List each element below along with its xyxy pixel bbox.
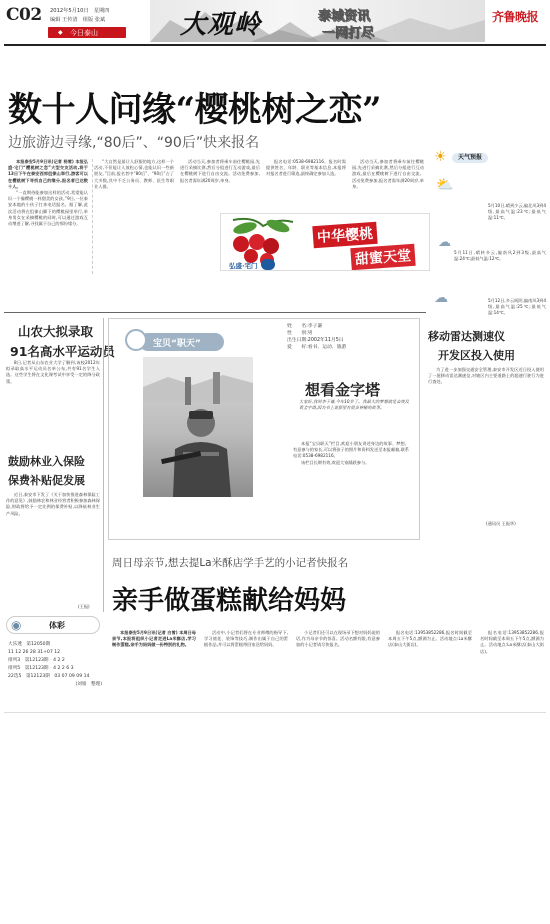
date-line: 2012年5月10日 星期四: [50, 8, 110, 14]
column-name: 大观岭: [180, 10, 262, 40]
ad-slogan2: 甜蜜天堂: [350, 244, 415, 270]
feature-banner: [139, 333, 224, 351]
right-body: [428, 367, 544, 517]
child-photo: [143, 357, 253, 497]
lead-subhead: 边旅游边寻缘,“80后”、“90后”快来报名: [8, 135, 260, 151]
cherry-ad: [220, 213, 430, 271]
left-h1b: 91名高水平运动员: [10, 344, 115, 359]
weather-day3: 5月12日,多云间阴,偏南风3到4级,最高气温:25℃;最低气温:14℃。: [488, 298, 546, 316]
mothers-col-5: [480, 630, 544, 700]
mothers-headline: 亲手做蛋糕献给妈妈: [112, 586, 347, 616]
weather-day2: 5月11日,晴转多云,偏南风2到3级,最高气温:24℃;最低气温:12℃。: [454, 250, 546, 262]
baby-icon: [125, 329, 147, 351]
left-body1: [6, 360, 100, 450]
lottery-l6: (刘娟 整理): [75, 682, 102, 687]
col-divider: [92, 159, 93, 274]
mothers-col-2: [204, 630, 288, 700]
lottery-l4: 排列5 第12123期 4 2 2 6 3: [8, 666, 74, 671]
feature-body: [293, 441, 409, 537]
right-h1b: 开发区投入使用: [438, 349, 515, 362]
lead-col4-text: 活动当天,参加者将乘车前往樱桃园,先进行采摘比赛,然后分组进行互动游戏,最后在樱桃树下进行自由交流。活动免费参加,报名者需年满20周岁,单身。: [180, 159, 260, 183]
lottery-results: [8, 641, 102, 689]
mothers-col-3: [296, 630, 380, 700]
banner-line2: 一网打尽: [322, 26, 375, 41]
mothers-col5-text: 报名电话:13953852286,报名时间截至本周五下午5点,额满为止。活动地点:La米酥店(泰山大街店)。: [480, 630, 544, 654]
feature-body2-text: 该栏目长期有效,欢迎大家踊跃参与。: [301, 459, 370, 465]
diamond-icon: ◆: [58, 29, 63, 36]
weather-box: [430, 147, 548, 297]
weather-day1: 5月10日,晴到少云,偏北风3到4级,最高气温:23℃;最低气温:11℃。: [488, 203, 546, 221]
ad-slogan1: 中华樱桃: [312, 222, 377, 248]
lottery-box: [6, 616, 102, 708]
weather-title-text: 天气预报: [458, 154, 483, 161]
mothers-col-1: [112, 630, 196, 700]
feature-body-text: 本报“宝贝职天”栏目,欢迎小朋友讲述身边的故事、梦想。有意参与的家长,可以将孩子的照片和资料发送至本报邮箱,联系电话:0538-6982116。: [293, 441, 409, 459]
profile-card: [287, 323, 415, 373]
left-h2b: 保费补贴促发展: [8, 474, 85, 487]
card-name: 姓 名:李子谦: [287, 324, 323, 329]
lead-col3-text: “大自然是最让人舒服的地方,这样一个活动,不但能让人放松心情,也能认识一些新朋友。”目前,报名者中“80后”、“90后”占了大多数,其中不乏公务员、教师、医生等职业人群。: [94, 159, 174, 189]
lead-col-5: [352, 159, 424, 211]
feature-title: 想看金字塔: [305, 381, 381, 399]
section-tag-label: 今日泰山: [70, 29, 98, 37]
right-credit: (通讯员 王振华): [486, 521, 516, 526]
card-gender: 性 别:男: [287, 331, 313, 336]
lottery-l3: 排列3 第12123期 4 2 2: [8, 658, 65, 663]
banner-line1: 泰城资讯: [318, 9, 371, 24]
photo-illustration: [143, 357, 253, 497]
paper-name: 齐鲁晚报: [492, 10, 539, 24]
lottery-ball-icon: ◉: [11, 618, 22, 632]
mothers-col2-text: 活动中,小记者们将在专业师傅的指导下,学习裱花、装饰等技巧,制作出属于自己的蛋糕作品,并可以将蛋糕带回家送给妈妈。: [204, 630, 288, 648]
masthead-rule: [4, 44, 546, 46]
right-h1a: 移动雷达测速仪: [428, 330, 505, 343]
lottery-l1: 大乐透 第12050期: [8, 642, 51, 647]
lead-intro: 本报泰安5月9日讯(记者 杨雪) 本报弘盛·宅门“樱桃树之恋”大型交友活动,将于13日下午在泰安西郊徂徕山举行,游客可以在樱桃树下寻找自己的缘分,报名者已达数十人。: [8, 159, 88, 189]
left-h2a: 鼓励林业入保险: [8, 455, 85, 468]
mothers-col3-text: 小记者们还可以在现场录下想对妈妈说的话,作为母亲节的惊喜。活动名额有限,有意参加的小记者请尽快报名。: [296, 630, 380, 648]
staff-line: 编辑 王传清 组版 张斌: [50, 17, 106, 23]
lead-col2-text: “一直期待能参加这样的活动,希望能认识一个像樱桃一样甜美的女孩。”9日,一位泰安本地的小伙子打来电话报名。据了解,此次活动将在徂徕山脚下的樱桃园里举行,单身男女在采摘樱桃的同时,可以通过游戏互动增进了解,寻找属于自己的那份缘分。: [8, 190, 88, 227]
mothers-col1-text: 本报泰安5月9日讯(记者 白雪) 本周日母亲节,本报将组织小记者走进La米酥店,学习制作蛋糕,亲手为妈妈做一份特别的礼物。: [112, 630, 196, 648]
left-credit: (王振): [78, 604, 90, 609]
rain-icon: ☁: [434, 290, 448, 306]
lottery-title: 体彩: [49, 621, 65, 630]
ad-logo: [261, 259, 275, 270]
left-body2: [6, 492, 100, 604]
ad-brand: 弘盛·宅门: [229, 262, 258, 270]
masthead: [0, 0, 550, 44]
page-bottom-rule: [4, 712, 546, 713]
lead-bottom-rule: [4, 312, 426, 313]
lead-headline: 数十人问缘“樱桃树之恋”: [8, 90, 382, 130]
right-body-text: 为了进一步加强交通安全管理,泰安市开发区近日投入使用了一批移动雷达测速仪,对辖区内主要道路上的超速行驶行为进行查处。: [428, 367, 544, 385]
card-birth: 出生日期:2002年11月5日: [287, 338, 344, 343]
left-body2-text: 近日,泰安市下发了《关于加快推进森林保险工作的意见》,鼓励林农和林业经营者积极参加森林保险,财政将给予一定比例的保费补贴,以降低林业生产风险。: [6, 492, 100, 516]
cloud-icon: ☁: [438, 235, 451, 250]
feature-quote: 大家好,我叫李子谦,今年10岁了。我最大的梦想就是去埃及看金字塔,因为书上说那里有很多神秘的故事。: [299, 399, 409, 411]
column-banner: [150, 0, 485, 42]
lead-col5b-text: 活动当天,参加者将乘车前往樱桃园,先进行采摘比赛,然后分组进行互动游戏,最后在樱桃树下进行自由交流。活动免费参加,报名者需年满20周岁,单身。: [352, 159, 424, 189]
sun-cloud-icon: ⛅: [436, 177, 454, 193]
lead-col-2: [94, 159, 174, 275]
weather-title: [452, 153, 488, 163]
page-code: C02: [6, 5, 42, 25]
mothers-col-4: [388, 630, 472, 700]
mothers-kicker: 周日母亲节,想去提La米酥店学手艺的小记者快报名: [112, 557, 349, 569]
lottery-l2: 11 12 26 28 31+07 12: [8, 650, 61, 655]
lottery-header: [6, 616, 100, 634]
sun-icon: ☀: [434, 149, 447, 165]
card-hobby: 爱 好:看书、运动、旅游: [287, 345, 347, 350]
feature-banner-text: 宝贝“职天”: [153, 339, 201, 349]
feature-box: [108, 318, 420, 540]
lead-col-4: [266, 159, 346, 211]
lottery-l5: 22选5 第12123期 03 07 09 09 14: [8, 674, 90, 679]
left-col-rule: [103, 318, 104, 612]
left-h1a: 山农大拟录取: [18, 324, 94, 339]
lead-col5-text: 报名电话:0538-6982116。报名时需提供姓名、年龄、职业等基本信息,本报将对报名者进行筛选,最终确定参加人选。: [266, 159, 346, 177]
lead-col-1: [8, 159, 88, 275]
mothers-col4-text: 报名电话:13953852286,报名时间截至本周五下午5点,额满为止。活动地点:La米酥店(泰山大街店)。: [388, 630, 472, 648]
section-tag: [48, 27, 126, 38]
left-body1-text: 8日,记者从山东农业大学了解到,该校2012年拟录取高水平运动员名单公布,共有91名学生入选。这些学生将在文化课考试中享受一定的降分政策。: [6, 360, 100, 384]
